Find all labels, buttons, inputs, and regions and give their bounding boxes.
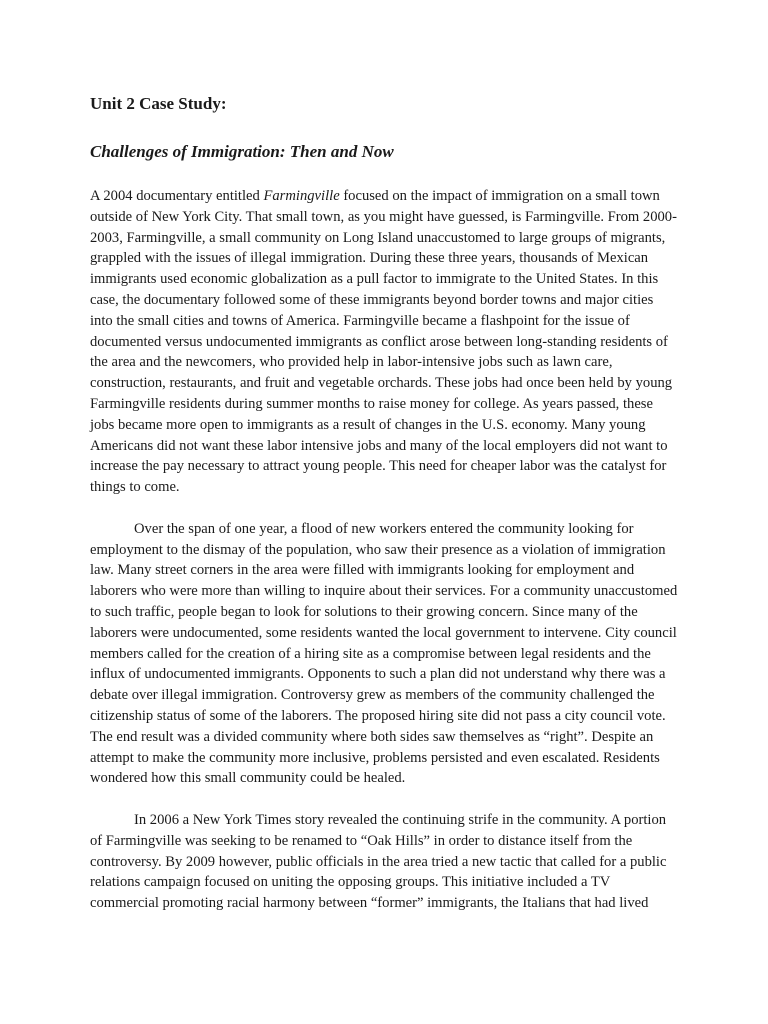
page-title: Unit 2 Case Study: — [90, 94, 227, 113]
paragraph-1-intro: A 2004 documentary entitled — [90, 188, 264, 204]
body-paragraph-1 — [90, 186, 678, 498]
document-page — [90, 92, 678, 935]
documentary-title: Farmingville — [263, 188, 340, 204]
document-subtitle: Challenges of Immigration: Then and Now — [90, 142, 394, 161]
body-paragraph-3: In 2006 a New York Times story revealed the continuing strife in the community. A portion of Farmingville was seeking to be renamed to “Oak Hills” in order to distance itself from the controversy. By 2009 however, public officials in the area tried a new tactic that called for a public relations campaign focused on uniting the opposing groups. This initiative included a TV commercial promoting racial harmony between “former” immigrants, the Italians that had lived — [90, 811, 667, 912]
paragraph-1-body: focused on the impact of immigration on a small town outside of New York City. That small town, as you might have guessed, is Farmingville. From 2000-2003, Farmingville, a small community on Long Island unaccustomed to large groups of migrants, grappled with the issues of illegal immigration. During these three years, thousands of Mexican immigrants used economic globalization as a pull factor to immigrate to the United States. In this case, the documentary followed some of these immigrants beyond border towns and major cities into the small cities and towns of America. Farmingville became a flashpoint for the issue of documented versus undocumented immigrants as conflict arose between long-standing residents of the area and the newcomers, who provided help in labor-intensive jobs such as lawn care, construction, restaurants, and fruit and vegetable orchards. These jobs had once been held by young Farmingville residents during summer months to raise money for college. As years passed, these jobs became more open to immigrants as a result of changes in the U.S. economy. Many young Americans did not want these labor intensive jobs and many of the local employers did not want to increase the pay necessary to attract young people. This need for cheaper labor was the catalyst for things to come. — [90, 188, 677, 496]
body-paragraph-2: Over the span of one year, a flood of new workers entered the community looking for employment to the dismay of the population, who saw their presence as a violation of immigration law. Many street corners in the area were filled with immigrants looking for employment and laborers who were more than willing to inquire about their services. For a community unaccustomed to such traffic, people began to look for solutions to their growing concern. Since many of the laborers were undocumented, some residents wanted the local government to intervene. City council members called for the creation of a hiring site as a compromise between legal residents and the influx of undocumented immigrants. Opponents to such a plan did not understand why there was a debate over illegal immigration. Controversy grew as members of the community challenged the citizenship status of some of the laborers. The proposed hiring site did not pass a city council vote. The end result was a divided community where both sides saw themselves as “right”. Despite an attempt to make the community more inclusive, problems persisted and even escalated. Residents wondered how this small community could be healed. — [90, 520, 678, 787]
